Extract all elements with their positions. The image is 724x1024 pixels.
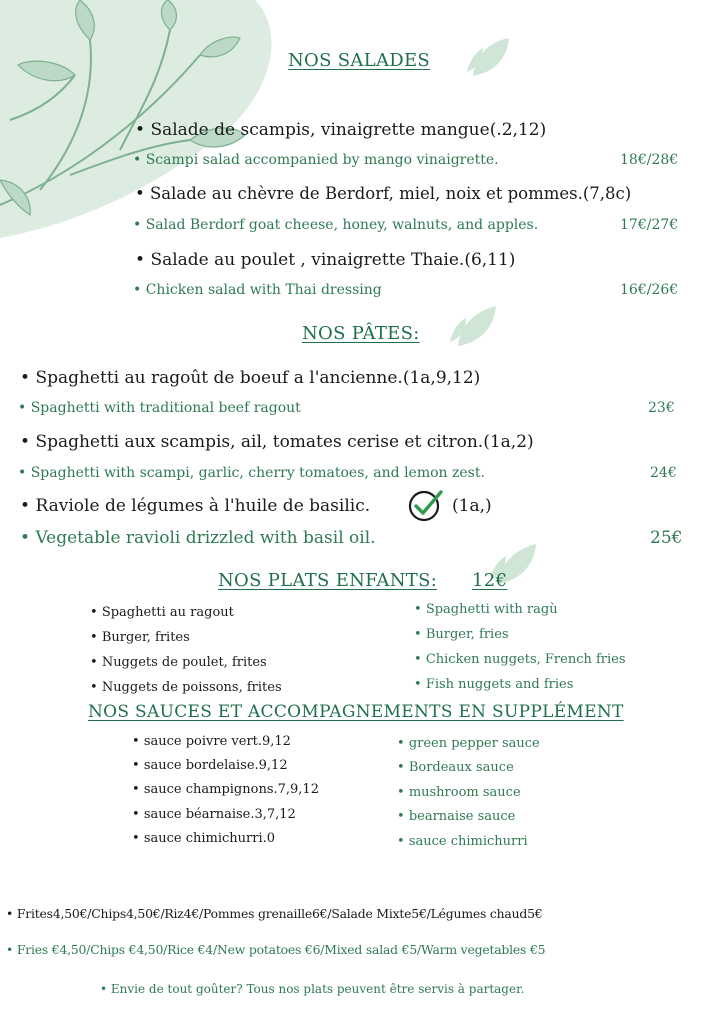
kids-en-3: • Chicken nuggets, French fries	[414, 652, 626, 667]
sauce-en-5: • sauce chimichurri	[397, 834, 528, 849]
salad-1-price: 18€/28€	[620, 152, 679, 168]
leaf-icon	[448, 300, 500, 350]
kids-heading: NOS PLATS ENFANTS:	[218, 570, 438, 591]
pasta-heading: NOS PÂTES:	[302, 323, 420, 344]
sharing-note: • Envie de tout goûter? Tous nos plats peuvent être servis à partager.	[100, 982, 524, 996]
pasta-3-price: 25€	[650, 528, 683, 548]
pasta-3-en: • Vegetable ravioli drizzled with basil oil.	[20, 528, 376, 548]
salad-3-fr: • Salade au poulet , vinaigrette Thaie.(6,11)	[135, 250, 515, 270]
kids-fr-4: • Nuggets de poissons, frites	[90, 680, 282, 695]
kids-en-2: • Burger, fries	[414, 627, 509, 642]
sauces-heading: NOS SAUCES ET ACCOMPAGNEMENTS EN SUPPLÉMENT	[88, 702, 624, 722]
pasta-3-fr: • Raviole de légumes à l'huile de basilic.	[20, 496, 370, 516]
pasta-1-en: • Spaghetti with traditional beef ragout	[18, 400, 301, 416]
sides-en: • Fries €4,50/Chips €4,50/Rice €4/New potatoes €6/Mixed salad €5/Warm vegetables €5	[6, 942, 545, 957]
sauce-en-1: • green pepper sauce	[397, 736, 540, 751]
check-circle-icon	[408, 488, 444, 522]
kids-fr-3: • Nuggets de poulet, frites	[90, 655, 267, 670]
leaf-icon	[465, 32, 513, 80]
sauce-fr-1: • sauce poivre vert.9,12	[132, 734, 291, 749]
kids-fr-1: • Spaghetti au ragout	[90, 605, 234, 620]
salad-3-en: • Chicken salad with Thai dressing	[133, 282, 382, 298]
sauce-en-2: • Bordeaux sauce	[397, 760, 514, 775]
salad-2-en: • Salad Berdorf goat cheese, honey, walnuts, and apples.	[133, 217, 538, 233]
sauce-fr-4: • sauce béarnaise.3,7,12	[132, 807, 296, 822]
pasta-1-fr: • Spaghetti au ragoût de boeuf a l'ancienne.(1a,9,12)	[20, 368, 480, 388]
pasta-2-fr: • Spaghetti aux scampis, ail, tomates cerise et citron.(1a,2)	[20, 432, 534, 452]
salad-2-price: 17€/27€	[620, 217, 679, 233]
kids-price: 12€	[472, 570, 508, 591]
salad-1-fr: • Salade de scampis, vinaigrette mangue(.2,12)	[135, 120, 546, 140]
salad-1-en: • Scampi salad accompanied by mango vinaigrette.	[133, 152, 499, 168]
sides-fr: • Frites4,50€/Chips4,50€/Riz4€/Pommes grenaille6€/Salade Mixte5€/Légumes chaud5€	[6, 906, 542, 921]
salad-2-fr: • Salade au chèvre de Berdorf, miel, noix et pommes.(7,8c)	[135, 184, 631, 203]
kids-fr-2: • Burger, frites	[90, 630, 190, 645]
kids-en-4: • Fish nuggets and fries	[414, 677, 573, 692]
salads-heading: NOS SALADES	[288, 50, 431, 71]
sauce-fr-3: • sauce champignons.7,9,12	[132, 782, 319, 797]
pasta-2-en: • Spaghetti with scampi, garlic, cherry tomatoes, and lemon zest.	[18, 465, 485, 481]
pasta-2-price: 24€	[650, 465, 677, 481]
sauce-en-4: • bearnaise sauce	[397, 809, 515, 824]
pasta-3-allergens: (1a,)	[452, 496, 492, 516]
sauce-en-3: • mushroom sauce	[397, 785, 521, 800]
sauce-fr-2: • sauce bordelaise.9,12	[132, 758, 288, 773]
salad-3-price: 16€/26€	[620, 282, 679, 298]
kids-en-1: • Spaghetti with ragù	[414, 602, 558, 617]
pasta-1-price: 23€	[648, 400, 675, 416]
sauce-fr-5: • sauce chimichurri.0	[132, 831, 275, 846]
